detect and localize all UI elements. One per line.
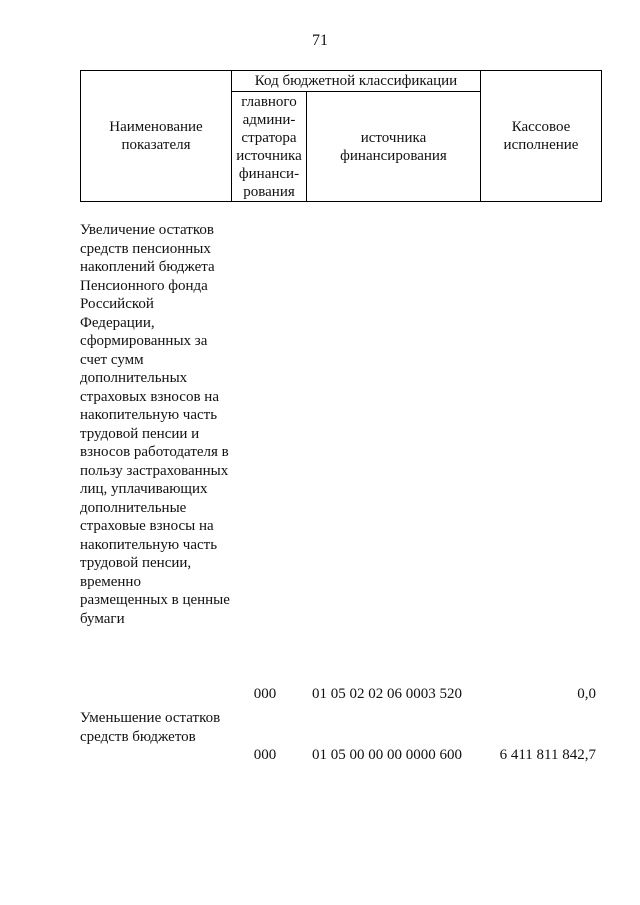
table-row-name: Уменьшение остатков средств бюджетов xyxy=(80,710,221,745)
table-row-value: 6 411 811 842,7 xyxy=(499,747,596,763)
header-execution-label: Кассовое исполнение xyxy=(503,119,579,153)
table-row-admin-code: 000 xyxy=(253,686,277,702)
header-classification-label: Код бюджетной классификации xyxy=(254,73,458,89)
table-row-name: Увеличение остатков средств пенсионных накоплений бюджета Пенсионного фонда Российской Федерации, сформированных за счет сумм дополнительных страховых взносов на накопительную часть трудовой пенсии и взносов работодателя в пользу застрахованных лиц, уплачивающих дополнительные страховые взносы на накопительную часть трудовой пенсии, временно размещенных в ценные бумаги xyxy=(80,222,230,627)
header-admin-label: главного админи-стратора источника финанси-рования xyxy=(236,93,302,200)
header-source-label: источника финансирования xyxy=(340,129,447,164)
header-admin-cell xyxy=(231,91,307,202)
header-execution-cell xyxy=(480,70,602,202)
header-name-label: Наименование показателя xyxy=(109,119,203,153)
header-name-cell xyxy=(80,70,232,202)
header-source-cell xyxy=(306,91,481,202)
table-row-admin-code: 000 xyxy=(253,747,277,763)
header-classification-cell xyxy=(231,70,481,92)
table-row-source-code: 01 05 02 02 06 0003 520 xyxy=(312,686,462,702)
table-row-source-code: 01 05 00 00 00 0000 600 xyxy=(312,747,462,763)
table-header xyxy=(80,70,602,202)
table-row-value: 0,0 xyxy=(577,686,596,702)
page-number: 71 xyxy=(312,32,328,49)
